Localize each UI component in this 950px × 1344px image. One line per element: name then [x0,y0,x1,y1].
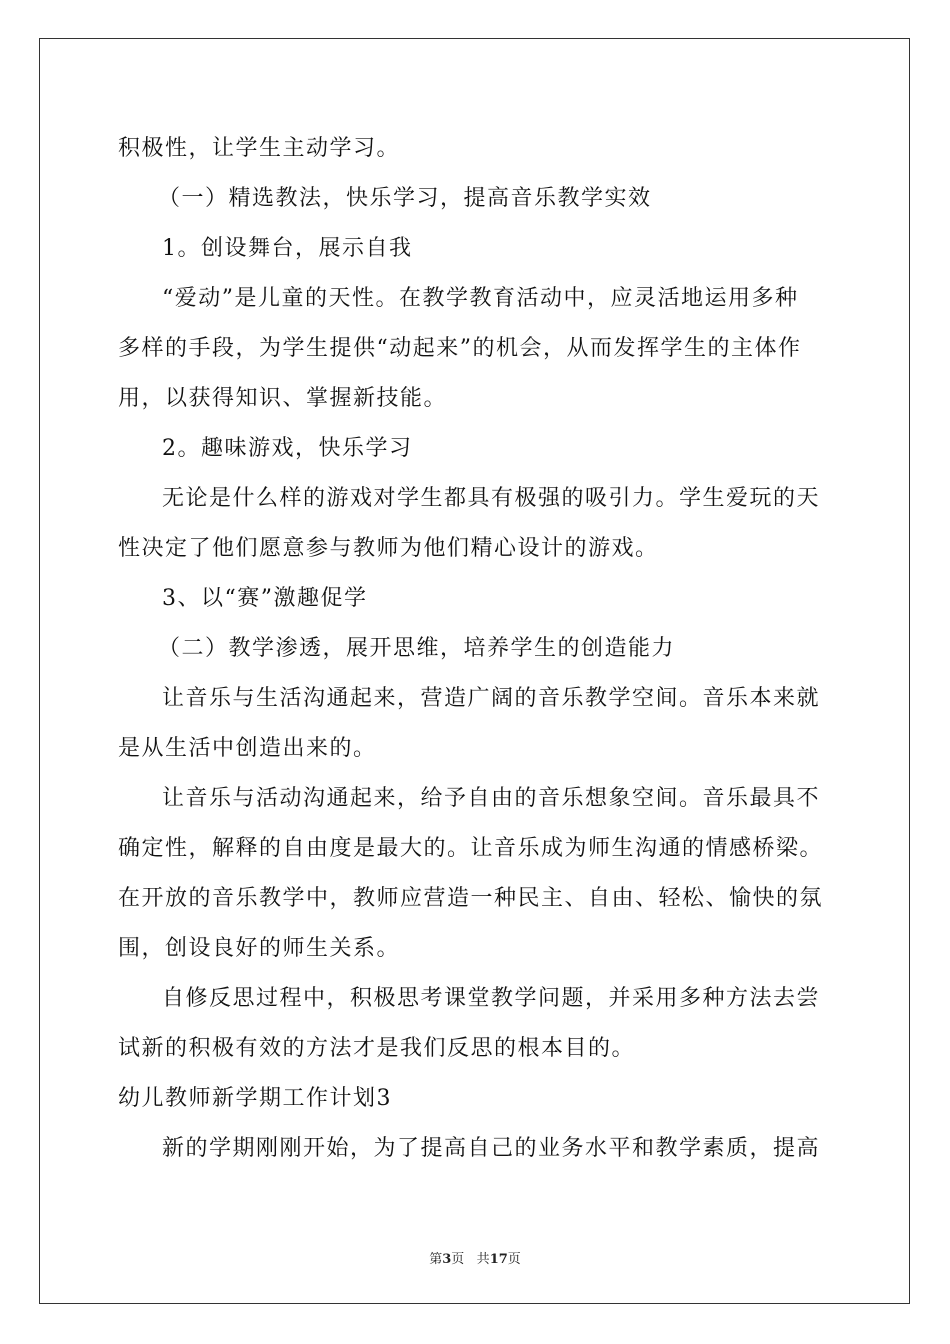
footer-total-prefix: 共 [476,1252,490,1267]
paragraph-line: 确定性，解释的自由度是最大的。让音乐成为师生沟通的情感桥梁。 [118,836,824,861]
footer-page-prefix: 第 [429,1252,443,1267]
footer-page-suffix: 页 [451,1252,465,1267]
section-heading-two: （二）教学渗透，展开思维，培养学生的创造能力 [158,636,676,661]
document-body [118,124,834,1174]
subheading-line: 3、以“赛”激趣促学 [162,586,368,611]
paragraph-line: 让音乐与生活沟通起来，营造广阔的音乐教学空间。音乐本来就 [162,686,821,711]
paragraph-line: 是从生活中创造出来的。 [118,736,377,761]
paragraph-line: 多样的手段，为学生提供“动起来”的机会，从而发挥学生的主体作 [118,336,802,361]
paragraph-line: 在开放的音乐教学中，教师应营造一种民主、自由、轻松、愉快的氛 [118,886,824,911]
paragraph-line: 自修反思过程中，积极思考课堂教学问题，并采用多种方法去尝 [162,986,821,1011]
subheading-line: 2。趣味游戏，快乐学习 [162,436,413,461]
paragraph-line: 用，以获得知识、掌握新技能。 [118,386,448,411]
paragraph-line: 围，创设良好的师生关系。 [118,936,401,961]
footer-total-suffix: 页 [507,1252,521,1267]
subheading-line: 1。创设舞台，展示自我 [162,236,413,261]
paragraph-line: 新的学期刚刚开始，为了提高自己的业务水平和教学素质，提高 [162,1136,821,1161]
paragraph-line: 性决定了他们愿意参与教师为他们精心设计的游戏。 [118,536,659,561]
paragraph-line: 试新的积极有效的方法才是我们反思的根本目的。 [118,1036,636,1061]
footer-page-number: 3 [442,1252,452,1267]
paragraph-line: 积极性，让学生主动学习。 [118,136,401,161]
paragraph-line: “爱动”是儿童的天性。在教学教育活动中，应灵活地运用多种 [162,286,799,311]
paragraph-line: 让音乐与活动沟通起来，给予自由的音乐想象空间。音乐最具不 [162,786,821,811]
footer-total-pages: 17 [489,1252,508,1267]
document-title: 幼儿教师新学期工作计划3 [118,1086,392,1111]
page-footer [0,1248,950,1267]
paragraph-line: 无论是什么样的游戏对学生都具有极强的吸引力。学生爱玩的天 [162,486,821,511]
section-heading-one: （一）精选教法，快乐学习，提高音乐教学实效 [158,186,652,211]
